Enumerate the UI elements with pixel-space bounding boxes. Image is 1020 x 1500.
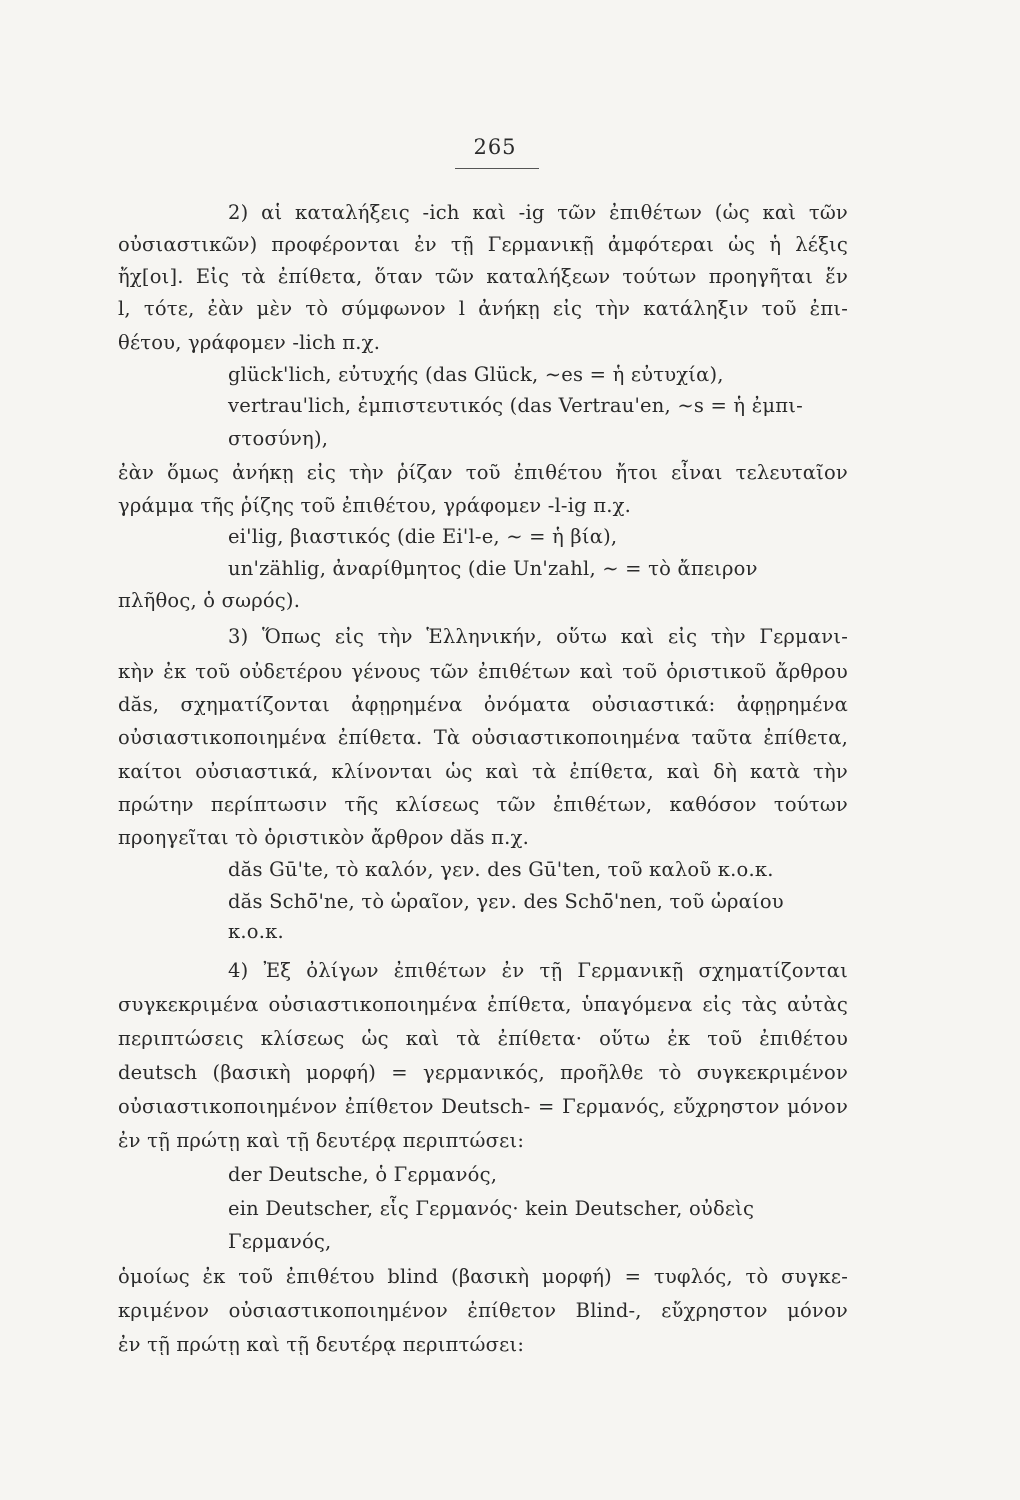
text-line: οὐσιαστικοποιημένον ἐπίθετον Deutsch- = Γερμανός, εὔχρηστον μόνον: [118, 1095, 848, 1118]
text-line: ἐν τῇ πρώτῃ καὶ τῇ δευτέρᾳ περιπτώσει:: [118, 1129, 525, 1152]
page-number-rule: [455, 168, 539, 169]
text-line: οὐσιαστικῶν) προφέρονται ἐν τῇ Γερμανικῇ ἀμφότεραι ὡς ἡ λέξις: [118, 233, 848, 256]
text-line: 3) Ὅπως εἰς τὴν Ἑλληνικήν, οὕτω καὶ εἰς τὴν Γερμανι-: [228, 625, 848, 648]
text-line: οὐσιαστικοποιημένα ἐπίθετα. Τὰ οὐσιαστικοποιημένα ταῦτα ἐπίθετα,: [118, 726, 848, 749]
text-line: γράμμα τῆς ῥίζης τοῦ ἐπιθέτου, γράφομεν -l-ig π.χ.: [118, 494, 632, 517]
text-line: ei'lig, βιαστικός (die Ei'l-e, ∼ = ἡ βία),: [228, 525, 618, 548]
text-line: πρώτην περίπτωσιν τῆς κλίσεως τῶν ἐπιθέτων, καθόσον τούτων: [118, 793, 848, 816]
text-line: κ.ο.κ.: [228, 920, 284, 943]
text-line: ἐν τῇ πρώτῃ καὶ τῇ δευτέρᾳ περιπτώσει:: [118, 1333, 525, 1356]
text-line: vertrau'lich, ἐμπιστευτικός (das Vertrau'en, ∼s = ἡ ἐμπι-: [228, 394, 803, 417]
text-line: un'zählig, ἀναρίθμητος (die Un'zahl, ∼ = τὸ ἄπειρον: [228, 557, 758, 580]
text-line: προηγεῖται τὸ ὁριστικὸν ἄρθρον dăs π.χ.: [118, 826, 529, 849]
text-line: κριμένον οὐσιαστικοποιημένον ἐπίθετον Blind-, εὔχρηστον μόνον: [118, 1299, 848, 1322]
text-line: ἐὰν ὅμως ἀνήκῃ εἰς τὴν ῥίζαν τοῦ ἐπιθέτου ἤτοι εἶναι τελευταῖον: [118, 461, 848, 484]
text-line: καίτοι οὐσιαστικά, κλίνονται ὡς καὶ τὰ ἐπίθετα, καὶ δὴ κατὰ τὴν: [118, 760, 848, 783]
text-line: glück'lich, εὐτυχής (das Glück, ∼es = ἡ εὐτυχία),: [228, 363, 724, 386]
text-line: θέτου, γράφομεν -lich π.χ.: [118, 331, 381, 354]
page-number: 265: [473, 135, 517, 159]
text-line: πλῆθος, ὁ σωρός).: [118, 589, 301, 612]
text-line: 2) αἱ καταλήξεις -ich καὶ -ig τῶν ἐπιθέτων (ὡς καὶ τῶν: [228, 201, 848, 224]
text-line: στοσύνη),: [228, 427, 329, 450]
text-line: κὴν ἐκ τοῦ οὐδετέρου γένους τῶν ἐπιθέτων καὶ τοῦ ὁριστικοῦ ἄρθρου: [118, 660, 848, 683]
text-line: ein Deutscher, εἷς Γερμανός· kein Deutscher, οὐδεὶς: [228, 1197, 755, 1220]
text-line: συγκεκριμένα οὐσιαστικοποιημένα ἐπίθετα, ὑπαγόμενα εἰς τὰς αὐτὰς: [118, 993, 848, 1016]
text-line: Γερμανός,: [228, 1230, 332, 1253]
text-line: deutsch (βασικὴ μορφή) = γερμανικός, προῆλθε τὸ συγκεκριμένον: [118, 1061, 848, 1084]
text-line: dăs Gū'te, τὸ καλόν, γεν. des Gū'ten, τοῦ καλοῦ κ.ο.κ.: [228, 858, 774, 881]
text-line: περιπτώσεις κλίσεως ὡς καὶ τὰ ἐπίθετα· οὕτω ἐκ τοῦ ἐπιθέτου: [118, 1027, 848, 1050]
text-line: der Deutsche, ὁ Γερμανός,: [228, 1163, 498, 1186]
text-line: ὁμοίως ἐκ τοῦ ἐπιθέτου blind (βασικὴ μορφή) = τυφλός, τὸ συγκε-: [118, 1265, 848, 1288]
text-line: dăs, σχηματίζονται ἀφῃρημένα ὀνόματα οὐσιαστικά: ἀφῃρημένα: [118, 693, 848, 716]
text-line: l, τότε, ἐὰν μὲν τὸ σύμφωνον l ἀνήκῃ εἰς τὴν κατάληξιν τοῦ ἐπι-: [118, 297, 848, 320]
text-line: ἤχ[οι]. Εἰς τὰ ἐπίθετα, ὅταν τῶν καταλήξεων τούτων προηγῆται ἕν: [118, 265, 848, 288]
text-line: dăs Schō̈'ne, τὸ ὡραῖον, γεν. des Schō̈'nen, τοῦ ὡραίου: [228, 890, 784, 913]
text-line: 4) Ἐξ ὀλίγων ἐπιθέτων ἐν τῇ Γερμανικῇ σχηματίζονται: [228, 959, 848, 982]
